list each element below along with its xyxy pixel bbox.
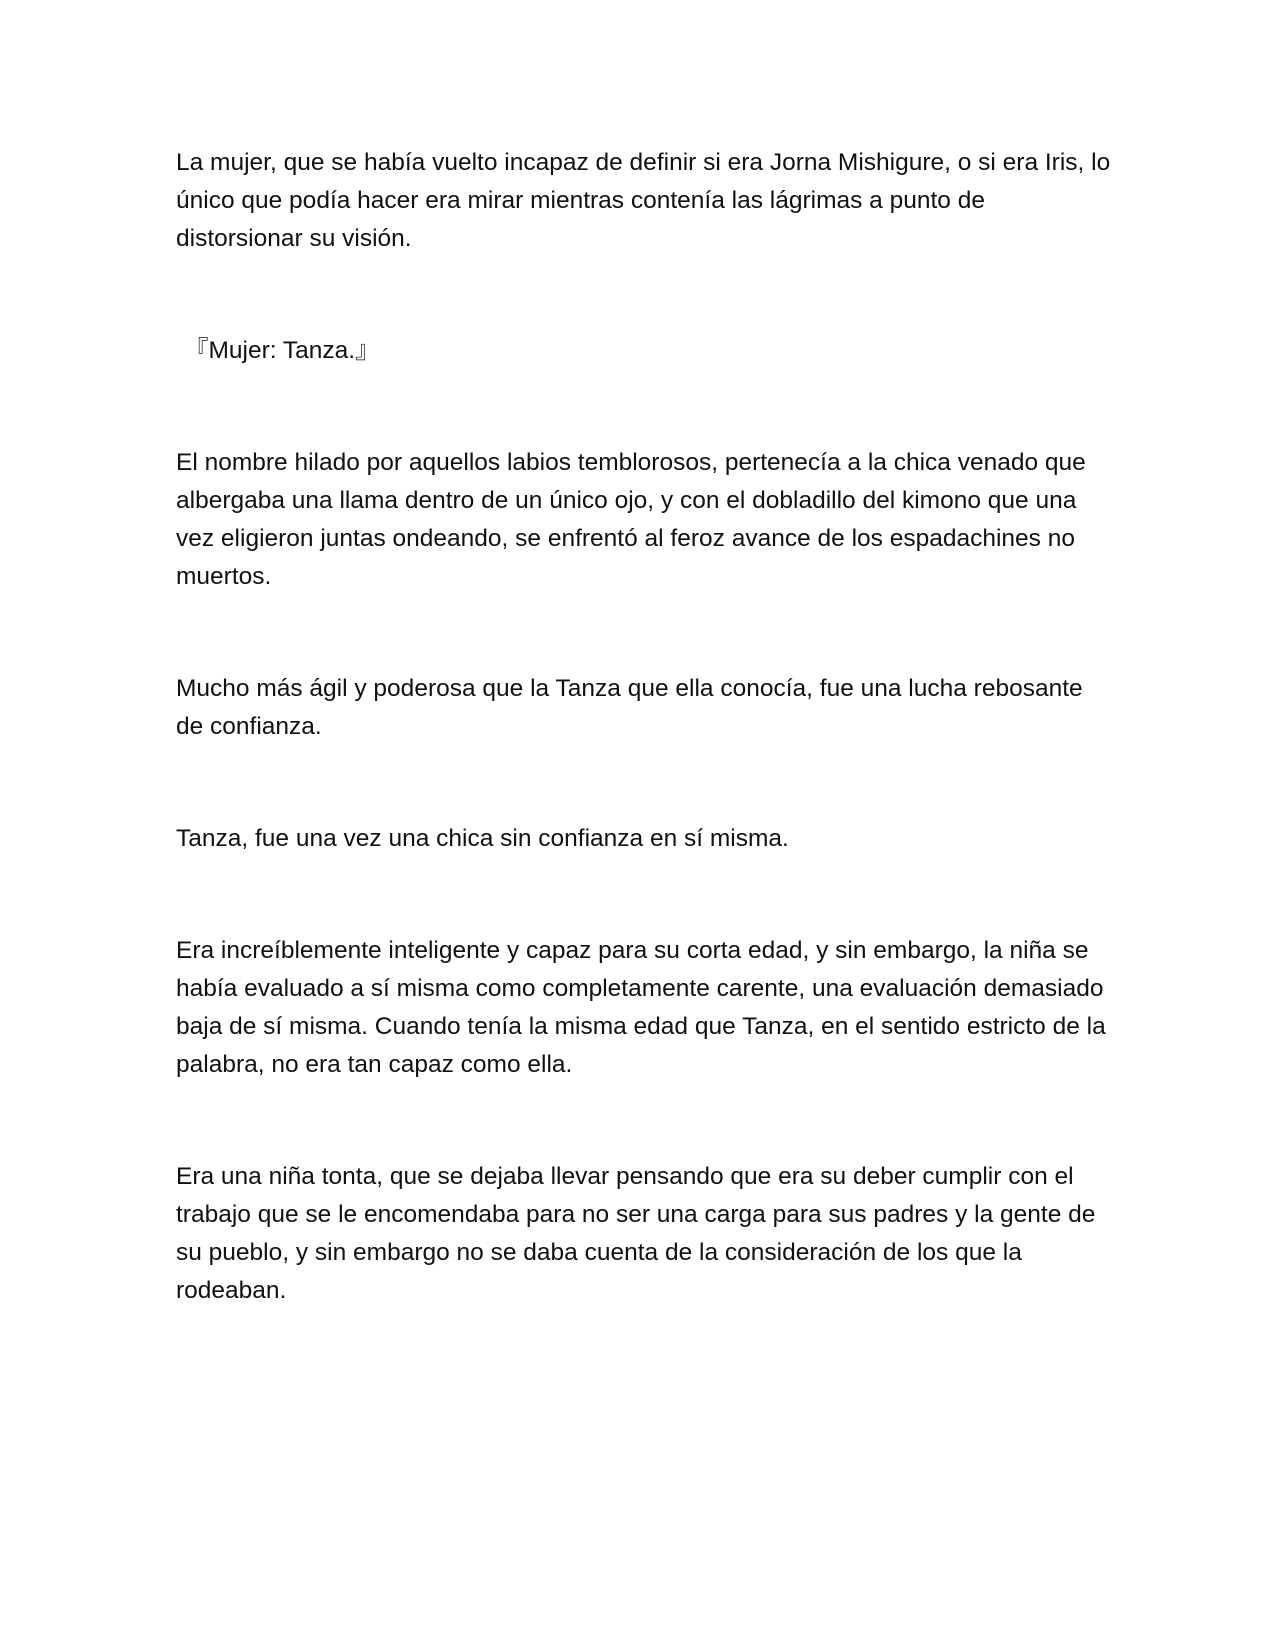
paragraph-1: La mujer, que se había vuelto incapaz de definir si era Jorna Mishigure, o si era Iris, lo único que podía hacer era mirar mientras contenía las lágrimas a punto de distorsionar su visión. xyxy=(176,149,1111,252)
paragraph-6: Era increíblemente inteligente y capaz para su corta edad, y sin embargo, la niña se había evaluado a sí misma como completamente carente, una evaluación demasiado baja de sí misma. Cuando tenía la misma edad que Tanza, en el sentido estricto de la palabra, no era tan capaz como ella. xyxy=(176,937,1106,1078)
paragraph-5: Tanza, fue una vez una chica sin confianza en sí misma. xyxy=(176,825,789,852)
dialogue-line: 『Mujer: Tanza.』 xyxy=(184,337,380,364)
paragraph-7: Era una niña tonta, que se dejaba llevar pensando que era su deber cumplir con el trabajo que se le encomendaba para no ser una carga para sus padres y la gente de su pueblo, y sin embargo no se daba cuenta de la consideración de los que la rodeaban. xyxy=(176,1163,1096,1304)
document-body xyxy=(176,144,1116,1384)
paragraph-4: Mucho más ágil y poderosa que la Tanza que ella conocía, fue una lucha rebosante de confianza. xyxy=(176,675,1083,740)
paragraph-3: El nombre hilado por aquellos labios temblorosos, pertenecía a la chica venado que albergaba una llama dentro de un único ojo, y con el dobladillo del kimono que una vez eligieron juntas ondeando, se enfrentó al feroz avance de los espadachines no muertos. xyxy=(176,449,1086,590)
